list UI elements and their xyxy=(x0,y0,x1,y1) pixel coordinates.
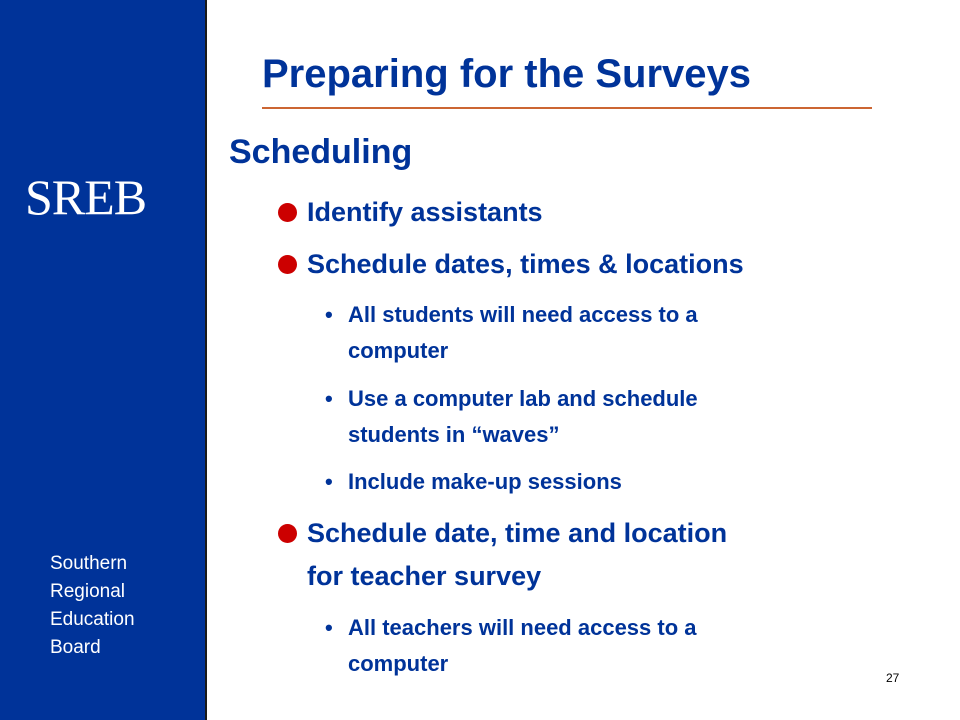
bullet-dot-icon xyxy=(278,255,297,274)
bullet-dot-icon xyxy=(278,524,297,543)
org-line: Board xyxy=(50,637,101,658)
sub-bullet-text: computer xyxy=(348,651,449,676)
bullet-text: for teacher survey xyxy=(307,561,542,591)
sub-bullet-text: All students will need access to a xyxy=(348,302,698,327)
sub-bullet-text: Include make-up sessions xyxy=(348,469,622,494)
page-number: 27 xyxy=(886,671,900,685)
org-line: Regional xyxy=(50,581,125,602)
slide-title: Preparing for the Surveys xyxy=(262,52,752,96)
org-line: Southern xyxy=(50,553,128,574)
sub-bullet-icon: • xyxy=(325,386,333,411)
sidebar-panel xyxy=(0,0,207,720)
bullet-text: Schedule dates, times & locations xyxy=(307,249,744,279)
section-heading: Scheduling xyxy=(229,133,413,171)
organization-name xyxy=(50,550,135,662)
org-line: Education xyxy=(50,609,135,630)
sub-bullet-text: Use a computer lab and schedule xyxy=(348,386,698,411)
sub-bullet-icon: • xyxy=(325,469,333,494)
bullet-dot-icon xyxy=(278,203,297,222)
title-divider xyxy=(262,107,872,109)
sub-bullet-text: students in “waves” xyxy=(348,422,560,447)
bullet-text: Identify assistants xyxy=(307,197,543,227)
bullet-text: Schedule date, time and location xyxy=(307,518,728,548)
sub-bullet-icon: • xyxy=(325,302,333,327)
sub-bullet-text: computer xyxy=(348,338,449,363)
sub-bullet-icon: • xyxy=(325,615,333,640)
sub-bullet-text: All teachers will need access to a xyxy=(348,615,697,640)
sreb-logo: SREB xyxy=(25,169,147,225)
